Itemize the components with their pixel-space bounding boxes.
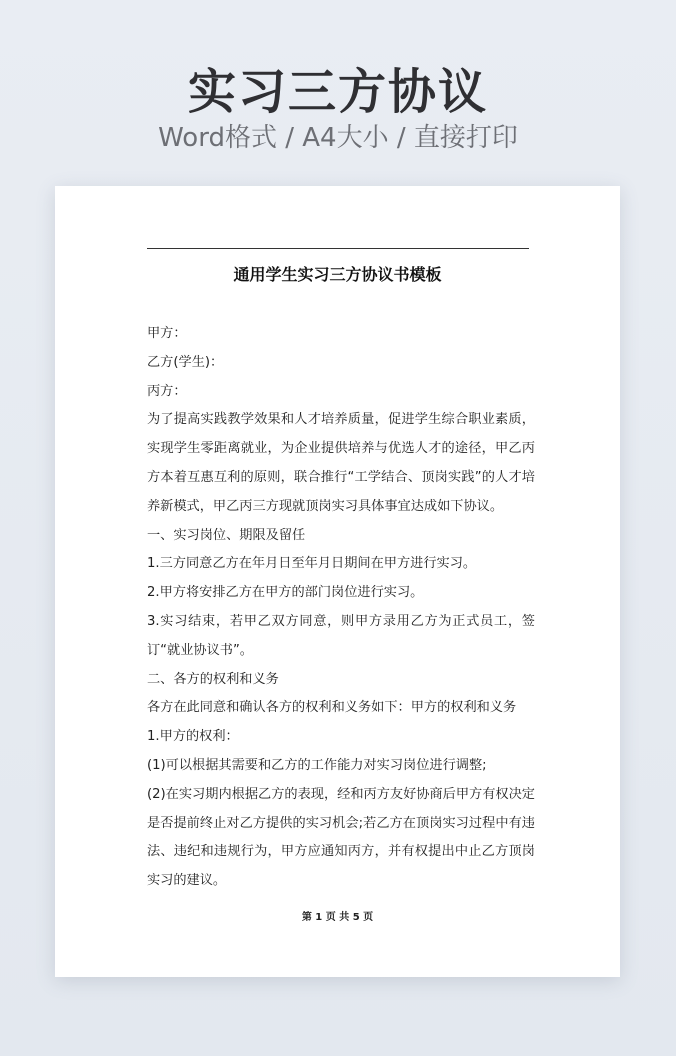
- party-a-rights-heading: 1.甲方的权利：: [147, 729, 239, 745]
- party-c-line: 丙方：: [147, 383, 187, 399]
- party-a-line: 甲方：: [147, 326, 187, 341]
- banner-subtitle: Word格式 / A4大小 / 直接打印: [158, 123, 518, 153]
- document-title: 通用学生实习三方协议书模板: [233, 265, 442, 284]
- header-rule: [147, 248, 529, 249]
- document-page: [55, 186, 620, 977]
- clause-1-3: 3.实习结束，若甲乙双方同意，则甲方录用乙方为正式员工，签订“就业协议书”。: [147, 613, 535, 658]
- section-heading-1: 一、实习岗位、期限及留任: [147, 527, 306, 543]
- right-item-2: (2)在实习期内根据乙方的表现，经和丙方友好协商后甲方有权决定是否提前终止对乙方提供的实习机会;若乙方在顶岗实习过程中有违法、违纪和违规行为，甲方应通知丙方，并有权提出中止乙方顶岗实习的建议。: [147, 786, 535, 889]
- right-item-1: (1)可以根据其需要和乙方的工作能力对实习岗位进行调整;: [147, 757, 487, 773]
- rights-intro: 各方在此同意和确认各方的权利和义务如下：甲方的权利和义务: [147, 700, 517, 716]
- intro-paragraph: 为了提高实践教学效果和人才培养质量，促进学生综合职业素质，实现学生零距离就业，为企业提供培养与优选人才的途径，甲乙丙方本着互惠互利的原则，联合推行“工学结合、顶岗实践”的人才培养新模式，甲乙丙三方现就顶岗实习具体事宜达成如下协议。: [147, 412, 535, 514]
- party-b-line: 乙方(学生)：: [147, 354, 224, 370]
- clause-1-2: 2.甲方将安排乙方在甲方的部门岗位进行实习。: [147, 585, 424, 601]
- banner-title: 实习三方协议: [187, 64, 488, 120]
- document-body: [147, 320, 535, 896]
- section-heading-2: 二、各方的权利和义务: [147, 671, 279, 687]
- clause-1-1: 1.三方同意乙方在年月日至年月日期间在甲方进行实习。: [147, 556, 477, 572]
- page-footer: 第 1 页 共 5 页: [301, 912, 374, 923]
